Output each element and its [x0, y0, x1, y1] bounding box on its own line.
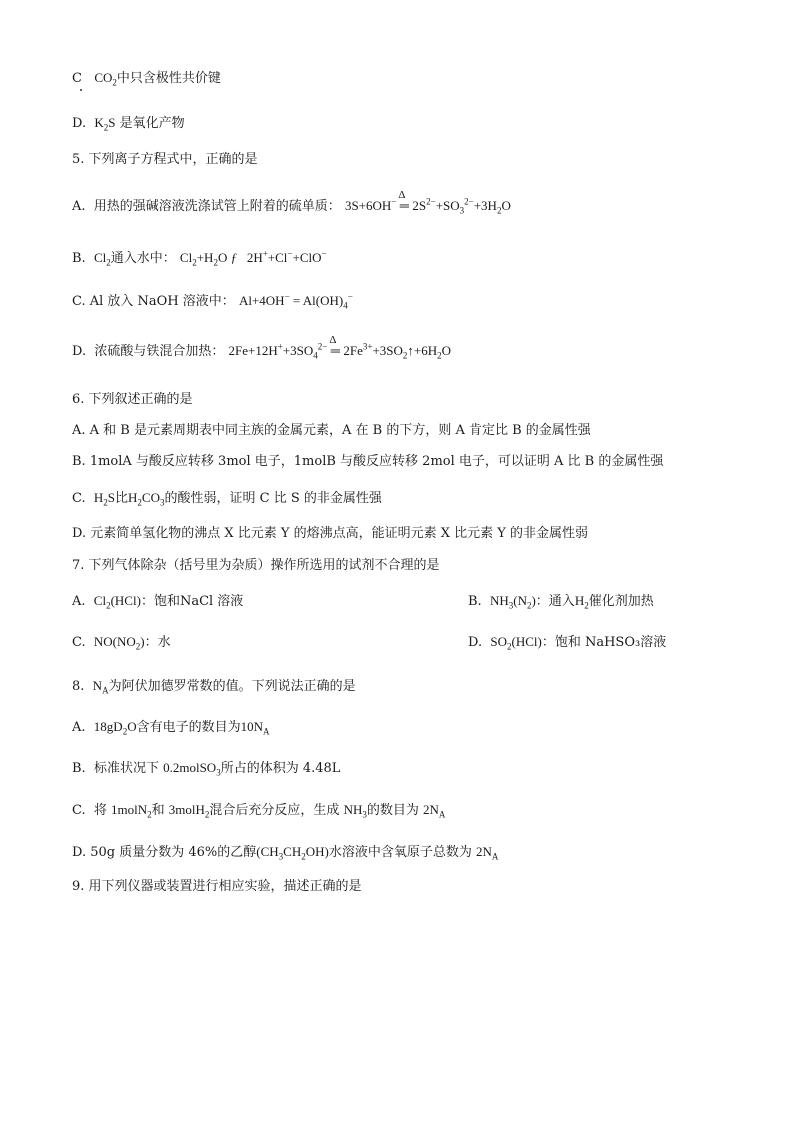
stray-dot	[80, 89, 82, 91]
q7-row-1	[72, 591, 722, 612]
option-d-k2s: D. $K_2S$ 是氧化产物	[72, 115, 185, 133]
equation-q5b: $Cl_2+H_2O$ ƒ 2H++Cl−+ClO−	[179, 248, 327, 268]
q7-option-d: D. $SO_2(HCl)$：饱和 NaHSO₃溶液	[468, 634, 667, 652]
equation-q5d: $2Fe+12H^++3SO_4^{2-}$ Δ ═ $2Fe^{3+}+3SO_2↑+6H_2O$	[228, 334, 452, 361]
option-c-co2: C $CO_2$中只含极性共价键	[72, 70, 221, 88]
formula-h2co3: $H_2CO_3$	[128, 490, 165, 508]
q6-option-d: D. 元素简单氢化物的沸点 X 比元素 Y 的熔沸点高，能证明元素 X 比元素 Y 的非金属性弱	[72, 526, 588, 541]
symbol-na: $N_A$	[92, 678, 109, 696]
question-6-stem: 6. 下列叙述正确的是	[72, 392, 193, 407]
formula-cl2: $Cl_2$	[93, 250, 111, 268]
equation-q5c: $Al+4OH^- = Al(OH)_4^-$	[238, 291, 353, 311]
q5-option-d: D. 浓硫酸与铁混合加热： $2Fe+12H^++3SO_4^{2-}$ Δ ═ $2Fe^{3+}+3SO_2↑+6H_2O$	[72, 334, 452, 361]
q7-option-a: A. $Cl_2(HCl)$：饱和NaCl 溶液	[72, 593, 244, 611]
question-9-stem: 9. 用下列仪器或装置进行相应实验，描述正确的是	[72, 879, 362, 894]
q6-option-b: B. 1molA 与酸反应转移 3mol 电子，1molB 与酸反应转移 2mol 电子，可以证明 A 比 B 的金属性强	[72, 454, 664, 469]
equation-q5a: 3S+6OH− Δ ═ $2S^{2-}+SO_3^{2-}+3H_2O$	[344, 189, 511, 216]
formula-h2s: $H_2S$	[93, 490, 116, 508]
q5-option-c: C. Al 放入 NaOH 溶液中： $Al+4OH^- = Al(OH)_4^-$	[72, 291, 353, 311]
question-7-stem: 7. 下列气体除杂（括号里为杂质）操作所选用的试剂不合理的是	[72, 558, 440, 573]
q7-option-b: B. $NH_3(N_2)$：通入$H_2$催化剂加热	[468, 593, 654, 611]
q8-option-d: D. 50g 质量分数为 46%的乙醇$(CH_3CH_2OH)$水溶液中含氧原子总数为 $2N_A$	[72, 844, 499, 862]
q6-option-a: A. A 和 B 是元素周期表中同主族的金属元素，A 在 B 的下方，则 A 肯定比 B 的金属性强	[72, 423, 591, 438]
q7-option-c: C. $NO(NO_2)$：水	[72, 634, 171, 652]
q5-option-b: B. $Cl_2$通入水中： $Cl_2+H_2O$ ƒ 2H++Cl−+ClO−	[72, 248, 327, 268]
q8-option-c: C. 将 1molN$_2$和 3molH$_2$混合后充分反应，生成 $NH_3$的数目为 $2N_A$	[72, 802, 446, 820]
q8-option-a: A. $18gD_2O$含有电子的数目为$10N_A$	[72, 719, 270, 737]
q7-row-2	[72, 632, 722, 653]
question-5-stem: 5. 下列离子方程式中，正确的是	[72, 152, 258, 167]
q6-option-c: C. $H_2S$比$H_2CO_3$的酸性弱，证明 C 比 S 的非金属性强	[72, 490, 382, 508]
question-8-stem: 8. $N_A$为阿伏加德罗常数的值。下列说法正确的是	[72, 678, 356, 696]
formula-co2: $CO_2$	[94, 70, 117, 88]
q8-option-b: B. 标准状况下 0.2molSO$_3$所占的体积为 4.48L	[72, 760, 341, 778]
q5-option-a: A. 用热的强碱溶液洗涤试管上附着的硫单质： 3S+6OH− Δ ═ $2S^{2-}+SO_3^{2-}+3H_2O$	[72, 189, 511, 216]
formula-k2s: $K_2S$	[94, 115, 116, 133]
